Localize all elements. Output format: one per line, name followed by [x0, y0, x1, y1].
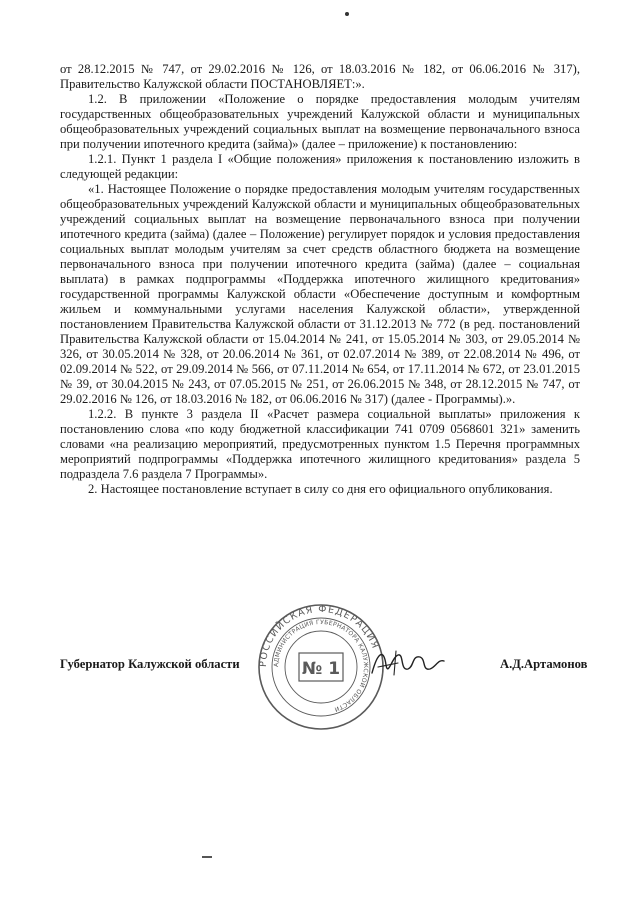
- seal-number: № 1: [301, 659, 341, 679]
- signatory-position: Губернатор Калужской области: [60, 657, 240, 671]
- document-body: [60, 62, 580, 497]
- handwritten-signature: [368, 643, 448, 683]
- paragraph-2: 2. Настоящее постановление вступает в силу со дня его официального опубликования.: [88, 482, 553, 496]
- seal-outer-text: РОССИЙСКАЯ ФЕДЕРАЦИЯ: [257, 603, 381, 668]
- paragraph-intro-tail: от 28.12.2015 № 747, от 29.02.2016 № 126, от 18.03.2016 № 182, от 06.06.2016 № 317), Правительство Калужской области ПОСТАНОВЛЯЕТ:».: [60, 62, 580, 91]
- official-seal: [257, 603, 385, 731]
- footer-mark: [202, 856, 212, 858]
- page-mark: [345, 12, 349, 16]
- paragraph-1-2-2: 1.2.2. В пункте 3 раздела II «Расчет размера социальной выплаты» приложения к постановлению слова «по коду бюджетной классификации 741 0709 0568601 321» заменить словами «на реализацию мероприятий, предусмотренных пунктом 1.5 Перечня программных мероприятий подпрограммы «Поддержка ипотечного жилищного кредитования» раздела 5 подраздела 7.6 раздела 7 Программы».: [60, 407, 580, 481]
- paragraph-1-2: 1.2. В приложении «Положение о порядке предоставления молодым учителям государственных общеобразовательных учреждений Калужской области и муниципальных общеобразовательных учреждений социальных выплат на возмещение первоначального взноса при получении ипотечного кредита (займа)» (далее – приложение) к постановлению:: [60, 92, 580, 151]
- paragraph-1-2-1: 1.2.1. Пункт 1 раздела I «Общие положения» приложения к постановлению изложить в следующей редакции:: [60, 152, 580, 181]
- signatory-name: А.Д.Артамонов: [500, 657, 588, 671]
- seal-inner-text: АДМИНИСТРАЦИЯ ГУБЕРНАТОРА КАЛУЖСКОЙ ОБЛАСТИ: [272, 618, 370, 713]
- paragraph-quoted-point-1: «1. Настоящее Положение о порядке предоставления молодым учителям государственных общеобразовательных учреждений Калужской области и муниципальных общеобразовательных учреждений социальных выплат на возмещение первоначального взноса при получении ипотечного кредита (займа) (далее – Положение) регулирует порядок и условия предоставления социальных выплат молодым учителям за счет средств областного бюджета на возмещение первоначального взноса при получении ипотечного кредита (займа) (далее – социальная выплата) в рамках подпрограммы «Поддержка ипотечного жилищного кредитования» государственной программы Калужской области «Обеспечение доступным и комфортным жильем и коммунальными услугами населения Калужской области», утвержденной постановлением Правительства Калужской области от 31.12.2013 № 772 (в ред. постановлений Правительства Калужской области от 15.04.2014 № 241, от 15.05.2014 № 303, от 29.05.2014 № 326, от 30.05.2014 № 328, от 20.06.2014 № 361, от 02.07.2014 № 389, от 22.08.2014 № 496, от 02.09.2014 № 522, от 29.09.2014 № 566, от 07.11.2014 № 654, от 17.11.2014 № 672, от 23.01.2015 № 39, от 30.04.2015 № 243, от 07.05.2015 № 251, от 26.06.2015 № 348, от 28.12.2015 № 747, от 29.02.2016 № 126, от 18.03.2016 № 182, от 06.06.2016 № 317) (далее - Программы).».: [60, 182, 580, 406]
